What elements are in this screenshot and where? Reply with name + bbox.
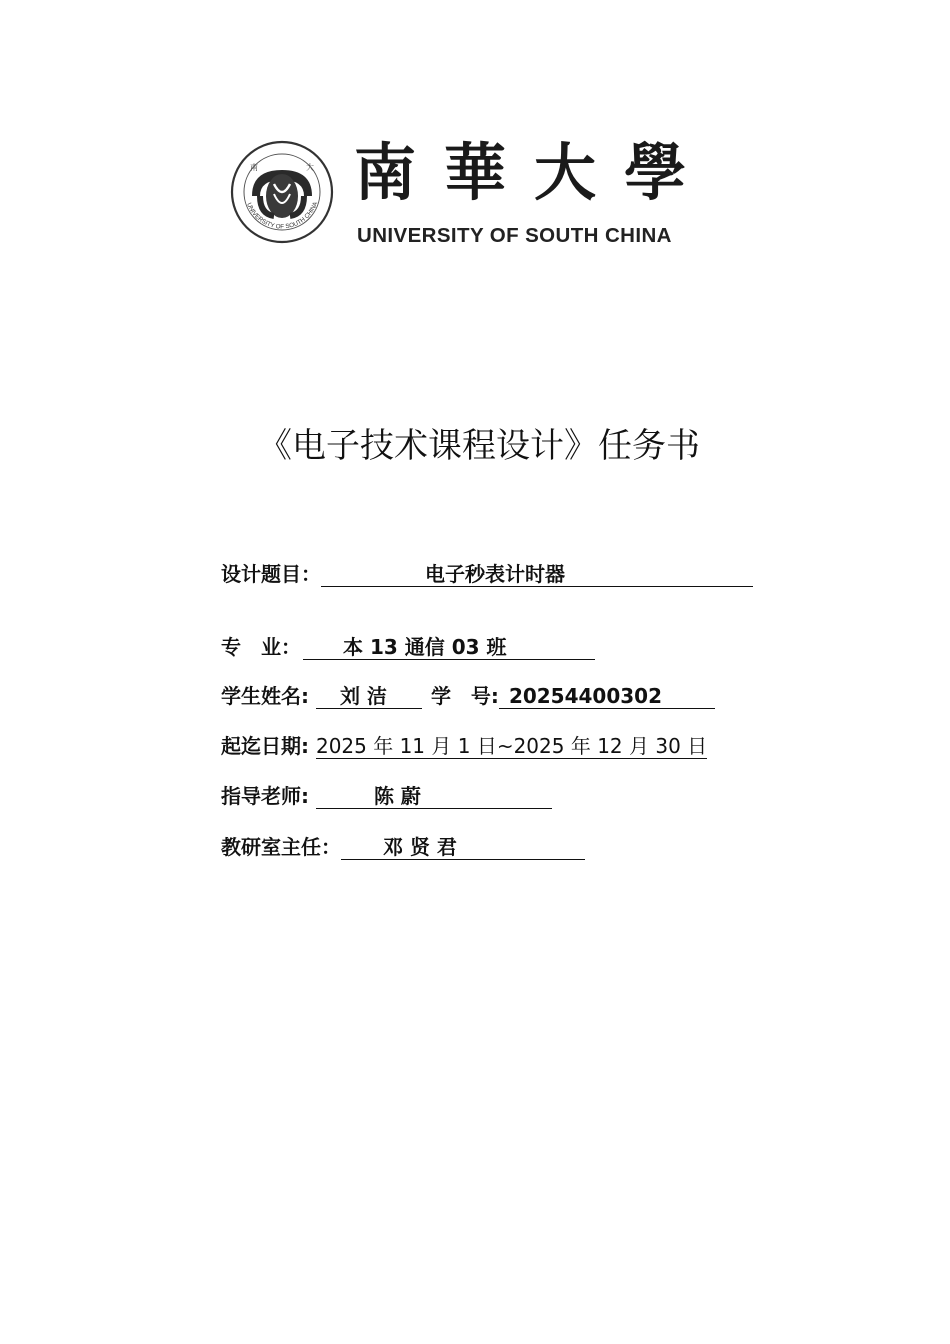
major-label: 专 业： <box>221 635 301 659</box>
topic-value: 电子秒表计时器 <box>425 562 565 586</box>
svg-text:大: 大 <box>306 163 314 172</box>
advisor-label: 指导老师: <box>221 784 309 808</box>
major-value: 本 13 通信 03 班 <box>343 635 507 659</box>
university-name-cn: 南華大學 <box>354 136 715 209</box>
university-seal-icon <box>230 140 334 244</box>
student-name-value: 刘 洁 <box>339 684 387 708</box>
student-id-label: 学 号: <box>430 684 499 708</box>
date-label: 起迄日期: <box>221 734 309 758</box>
director-value: 邓 贤 君 <box>383 835 457 859</box>
date-value: 2025 年 11 月 1 日~2025 年 12 月 30 日 <box>315 734 708 758</box>
advisor-field <box>316 784 552 809</box>
student-name-field <box>316 684 422 709</box>
advisor-value: 陈 蔚 <box>373 784 421 808</box>
advisor-row <box>221 782 552 810</box>
director-row <box>221 833 585 861</box>
date-row <box>221 732 707 760</box>
major-row <box>221 633 595 661</box>
university-logo <box>228 138 728 250</box>
student-name-label: 学生姓名: <box>221 684 309 708</box>
major-field <box>303 635 595 660</box>
document-title: 《电子技术课程设计》任务书 <box>258 426 700 466</box>
director-field <box>341 835 585 860</box>
svg-text:UNIVERSITY OF SOUTH CHINA: UNIVERSITY OF SOUTH CHINA <box>245 200 320 231</box>
svg-text:南: 南 <box>250 163 258 172</box>
director-label: 教研室主任： <box>221 835 341 859</box>
topic-field <box>321 562 753 587</box>
student-row <box>221 682 715 710</box>
topic-row <box>221 560 753 588</box>
university-name-en: UNIVERSITY OF SOUTH CHINA <box>357 224 672 247</box>
topic-label: 设计题目： <box>221 562 321 586</box>
student-id-value: 20254400302 <box>508 684 663 708</box>
student-id-field <box>499 684 715 709</box>
